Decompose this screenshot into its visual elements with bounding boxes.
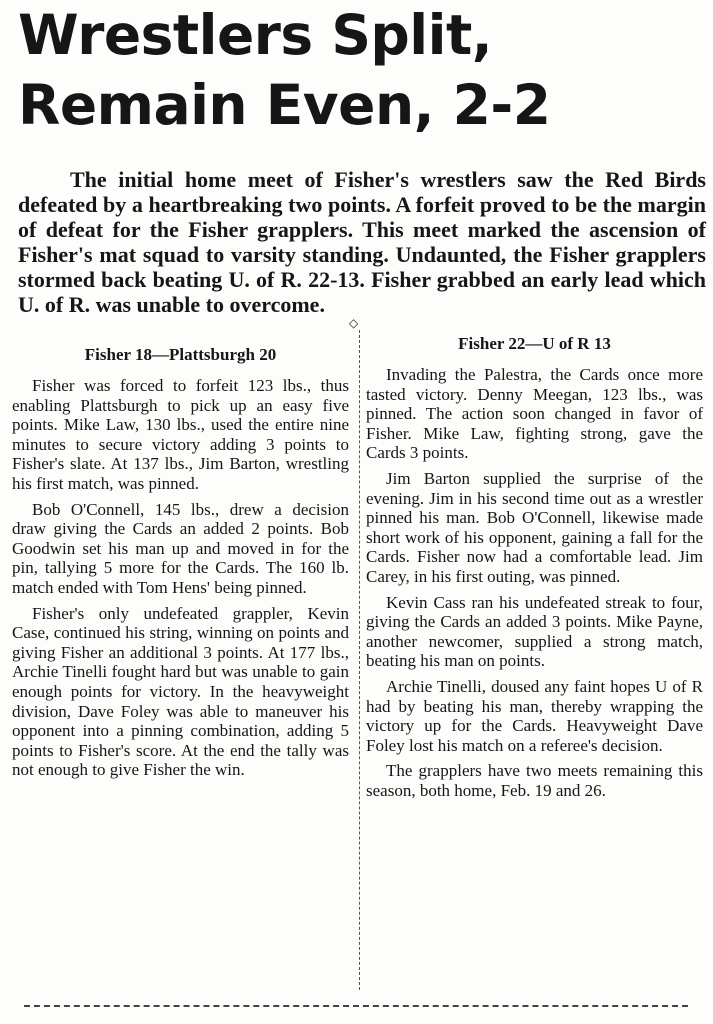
right-paragraph: Archie Tinelli, doused any faint hopes U of R had by beating his man, thereby wrapping the victory up for the Cards. Heavyweight Dave Foley lost his match on a referee's decision. [366, 676, 703, 755]
left-column-heading: Fisher 18—Plattsburgh 20 [84, 345, 277, 364]
left-paragraph: Bob O'Connell, 145 lbs., drew a decision draw giving the Cards an added 2 points. Bob Goodwin set his man up and moved in for the pin, tallying 5 more for the Cards. The 160 lb. match ended with Tom Hens' being pinned. [12, 499, 349, 597]
right-paragraph: Kevin Cass ran his undefeated streak to four, giving the Cards an added 3 points. Mike Payne, another newcomer, supplied a strong match, beating his man on points. [366, 592, 703, 671]
right-paragraph: Jim Barton supplied the surprise of the evening. Jim in his second time out as a wrestler pinned his man. Bob O'Connell, likewise made short work of his opponent, gaining a fall for the Cards. Fisher now had a comfortable lead. Jim Carey, in his first outing, was pinned. [366, 468, 703, 586]
right-paragraph: The grapplers have two meets remaining this season, both home, Feb. 19 and 26. [366, 761, 703, 800]
column-divider [359, 330, 360, 990]
headline-line-1: Wrestlers Split, [18, 3, 493, 67]
right-paragraph: Invading the Palestra, the Cards once more tasted victory. Denny Meegan, 123 lbs., was pinned. The action soon changed in favor of Fisher. Mike Law, fighting strong, gave the Cards 3 points. [366, 365, 703, 463]
left-column [12, 345, 349, 786]
lead-paragraph [18, 167, 706, 317]
right-column [366, 334, 703, 806]
left-paragraph: Fisher's only undefeated grappler, Kevin Case, continued his string, winning on points and giving Fisher an additional 3 points. At 177 lbs., Archie Tinelli fought hard but was unable to gain enough points for victory. In the heavyweight division, Dave Foley was able to maneuver his opponent into a pinning combination, adding 5 points to Fisher's score. At the end the tally was not enough to give Fisher the win. [12, 603, 349, 780]
headline [18, 0, 708, 140]
lead-text: The initial home meet of Fisher's wrestlers saw the Red Birds defeated by a heartbreaking two points. A forfeit proved to be the margin of defeat for the Fisher grapplers. This meet marked the ascension of Fisher's mat squad to varsity standing. Undaunted, the Fisher grapplers stormed back beating U. of R. 22-13. Fisher grabbed an early lead which U. of R. was unable to overcome. [18, 167, 706, 317]
left-paragraph: Fisher was forced to forfeit 123 lbs., thus enabling Plattsburgh to pick up an easy five points. Mike Law, 130 lbs., used the entire nine minutes to secure victory adding 3 points to Fisher's slate. At 137 lbs., Jim Barton, wrestling his first match, was pinned. [12, 376, 349, 493]
right-column-heading: Fisher 22—U of R 13 [458, 334, 611, 353]
headline-line-2: Remain Even, 2-2 [18, 73, 551, 137]
diamond-ornament-icon: ◇ [349, 316, 359, 330]
bottom-rule [24, 1005, 688, 1007]
